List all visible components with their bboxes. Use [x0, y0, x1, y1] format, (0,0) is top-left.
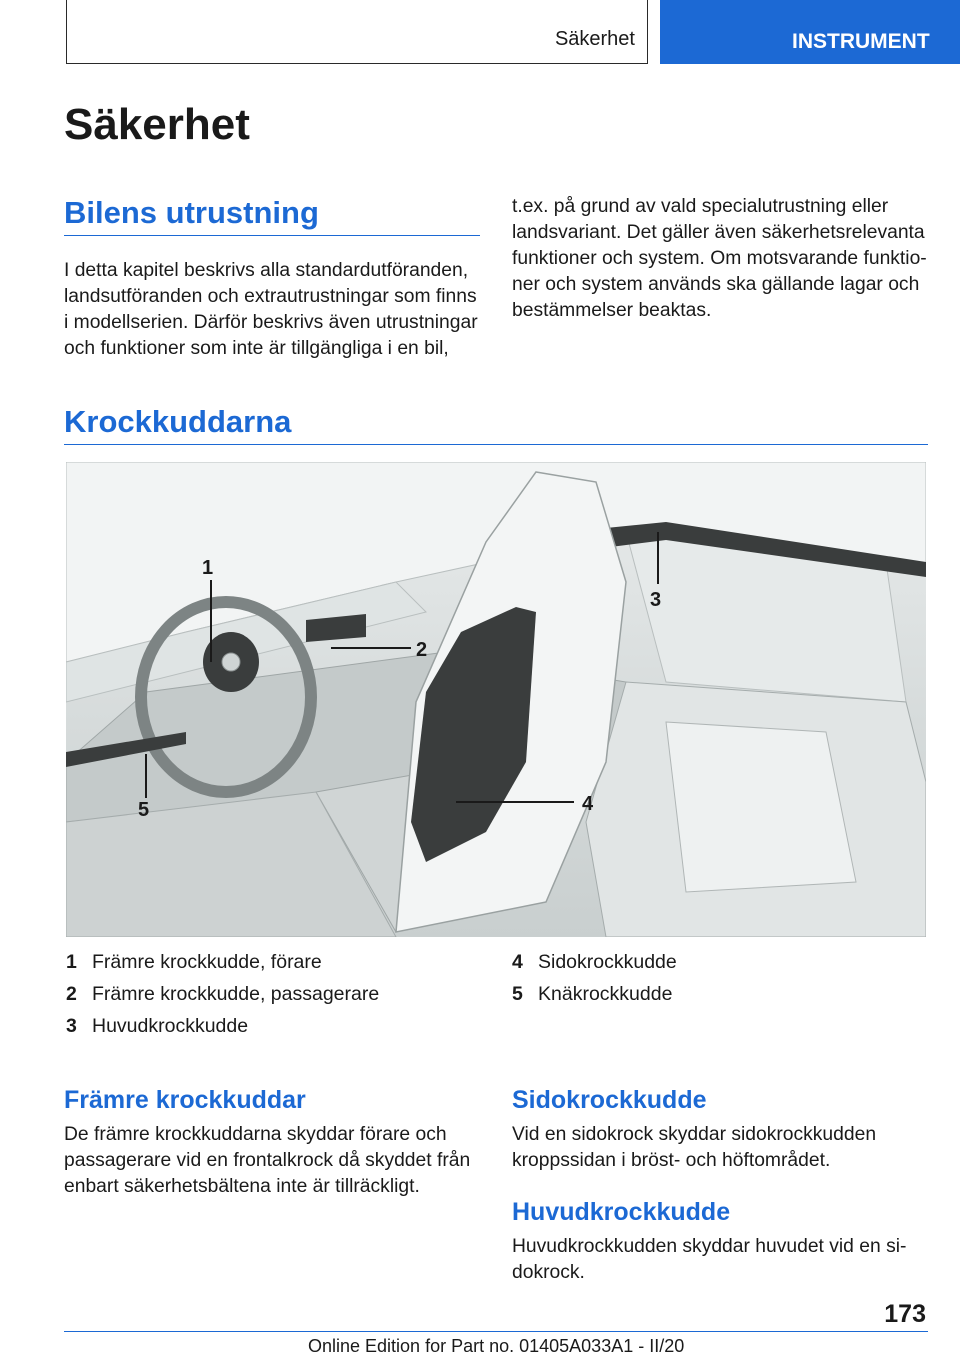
legend-number: 4 — [512, 951, 523, 973]
legend-left — [66, 946, 379, 1042]
legend-text: Huvudkrockkudde — [92, 1015, 249, 1037]
header-tab-instrument[interactable]: INSTRUMENT — [660, 0, 960, 64]
legend-text: Främre krockkudde, passagerare — [92, 983, 380, 1005]
header-box — [66, 0, 648, 64]
heading-rule — [64, 444, 928, 445]
legend-item — [66, 1010, 379, 1042]
car-interior-drawing — [66, 462, 926, 937]
footer-rule — [64, 1331, 928, 1332]
sido-line: Vid en sidokrock skyddar sidokrockkudden — [512, 1124, 877, 1145]
legend-text: Knäkrockkudde — [538, 983, 673, 1005]
callout-3: 3 — [650, 589, 662, 611]
intro-col2-line: funktioner och system. Om motsvarande funktio- — [512, 248, 927, 269]
airbag-illustration — [66, 462, 926, 937]
legend-item — [66, 978, 379, 1010]
huvud-line: Huvudkrockkudden skyddar huvudet vid en si- — [512, 1236, 907, 1257]
legend-text: Främre krockkudde, förare — [92, 951, 322, 973]
intro-col2-line: ner och system används ska gällande lagar och — [512, 274, 920, 295]
heading-huvudkrockkudde: Huvudkrockkudde — [512, 1198, 731, 1226]
legend-number: 1 — [66, 951, 77, 973]
intro-col2-line: landsvariant. Det gäller även säkerhetsrelevanta — [512, 222, 925, 243]
legend-item — [512, 978, 677, 1010]
intro-col1-line: I detta kapitel beskrivs alla standardutföranden, — [64, 260, 469, 281]
sido-text — [512, 1122, 876, 1174]
legend-number: 5 — [512, 983, 523, 1005]
legend-right — [512, 946, 677, 1010]
intro-col2-line: bestämmelser beaktas. — [512, 300, 712, 321]
intro-col1 — [64, 258, 478, 362]
callout-1: 1 — [202, 557, 214, 579]
intro-col1-line: landsutföranden och extrautrustningar som finns — [64, 286, 477, 307]
framre-line: De främre krockkuddarna skyddar förare och — [64, 1124, 447, 1145]
footer-edition: Online Edition for Part no. 01405A033A1 - II/20 — [308, 1336, 685, 1356]
huvud-text — [512, 1234, 906, 1286]
callout-2: 2 — [416, 639, 428, 661]
huvud-line: dokrock. — [512, 1262, 585, 1283]
callout-4: 4 — [582, 793, 594, 815]
legend-text: Sidokrockkudde — [538, 951, 677, 973]
callout-5: 5 — [138, 799, 150, 821]
intro-col2 — [512, 194, 927, 324]
framre-text — [64, 1122, 470, 1200]
heading-krockkuddarna: Krockkuddarna — [64, 404, 292, 439]
heading-sidokrockkudde: Sidokrockkudde — [512, 1086, 707, 1114]
legend-number: 3 — [66, 1015, 77, 1037]
page-number: 173 — [884, 1300, 926, 1328]
intro-col1-line: i modellserien. Därför beskrivs även utrustningar — [64, 312, 478, 333]
heading-bilens-utrustning: Bilens utrustning — [64, 195, 319, 230]
heading-framre-krockkuddar: Främre krockkuddar — [64, 1086, 306, 1114]
framre-line: enbart säkerhetsbältena inte är tillräckligt. — [64, 1176, 420, 1197]
heading-rule — [64, 235, 480, 236]
legend-number: 2 — [66, 983, 77, 1005]
intro-col1-line: och funktioner som inte är tillgängliga i en bil, — [64, 338, 449, 359]
header-section-label: Säkerhet — [554, 28, 635, 50]
sido-line: kroppssidan i bröst- och höftområdet. — [512, 1150, 831, 1171]
legend-item — [66, 946, 379, 978]
framre-line: passagerare vid en frontalkrock då skyddet från — [64, 1150, 471, 1171]
intro-col2-line: t.ex. på grund av vald specialutrustning eller — [512, 196, 889, 217]
page-title: Säkerhet — [64, 100, 250, 149]
legend-item — [512, 946, 677, 978]
